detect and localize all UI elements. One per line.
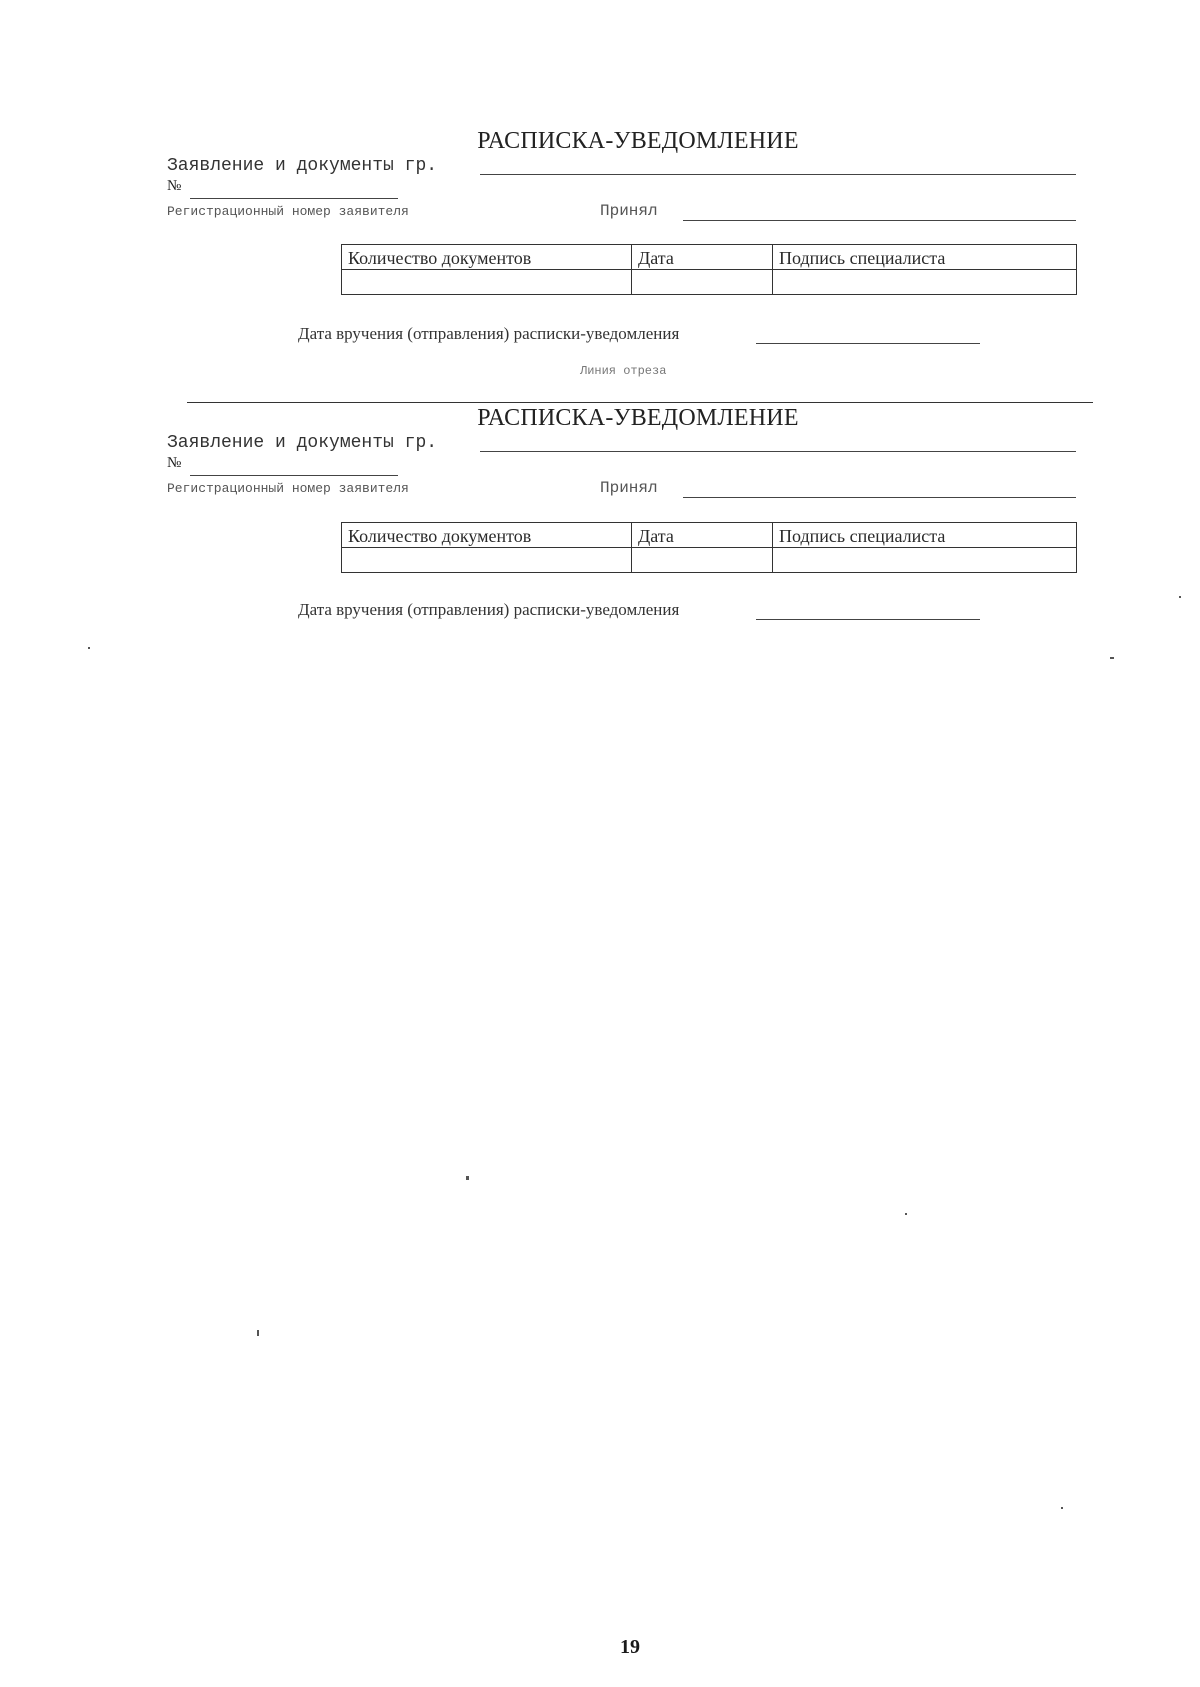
scan-speck: [1110, 657, 1114, 659]
header-doc-count: Количество документов: [342, 245, 632, 270]
applicant-name-line: [480, 451, 1076, 452]
page-number: 19: [620, 1636, 640, 1658]
table-header-row: [342, 523, 1077, 548]
header-doc-count: Количество документов: [342, 523, 632, 548]
documents-table: [341, 522, 1077, 573]
header-date: Дата: [632, 523, 773, 548]
statement-label: Заявление и документы гр.: [167, 156, 438, 176]
header-signature: Подпись специалиста: [773, 245, 1077, 270]
documents-table: [341, 244, 1077, 295]
accepted-label: Принял: [600, 202, 658, 220]
reg-number-label: Регистрационный номер заявителя: [167, 481, 409, 496]
receipt-form-2: [0, 405, 1200, 665]
receipt-title: РАСПИСКА-УВЕДОМЛЕНИЕ: [477, 128, 799, 154]
table-row: [342, 548, 1077, 573]
statement-label: Заявление и документы гр.: [167, 433, 438, 453]
date-cell: [632, 270, 773, 295]
applicant-name-line: [480, 174, 1076, 175]
receipt-form-1: [0, 128, 1200, 388]
receipt-title: РАСПИСКА-УВЕДОМЛЕНИЕ: [477, 405, 799, 431]
reg-number-label: Регистрационный номер заявителя: [167, 204, 409, 219]
scan-speck: [466, 1176, 469, 1180]
accepted-by-line: [683, 497, 1076, 498]
scan-speck: [257, 1330, 259, 1336]
number-line: [190, 475, 398, 476]
delivery-date-label: Дата вручения (отправления) расписки-уведомления: [298, 324, 680, 343]
signature-cell: [773, 548, 1077, 573]
doc-count-cell: [342, 548, 632, 573]
doc-count-cell: [342, 270, 632, 295]
signature-cell: [773, 270, 1077, 295]
accepted-by-line: [683, 220, 1076, 221]
scan-speck: [905, 1213, 907, 1215]
date-cell: [632, 548, 773, 573]
accepted-label: Принял: [600, 479, 658, 497]
table-header-row: [342, 245, 1077, 270]
scan-speck: [1179, 596, 1181, 598]
cut-line: [187, 402, 1093, 403]
delivery-date-line: [756, 343, 980, 344]
number-label: №: [167, 178, 182, 194]
number-label: №: [167, 455, 182, 471]
cut-line-label: Линия отреза: [580, 364, 667, 378]
delivery-date-label: Дата вручения (отправления) расписки-уведомления: [298, 600, 680, 619]
scan-speck: [88, 647, 90, 649]
delivery-date-line: [756, 619, 980, 620]
table-row: [342, 270, 1077, 295]
header-date: Дата: [632, 245, 773, 270]
scan-speck: [1061, 1507, 1063, 1509]
header-signature: Подпись специалиста: [773, 523, 1077, 548]
number-line: [190, 198, 398, 199]
